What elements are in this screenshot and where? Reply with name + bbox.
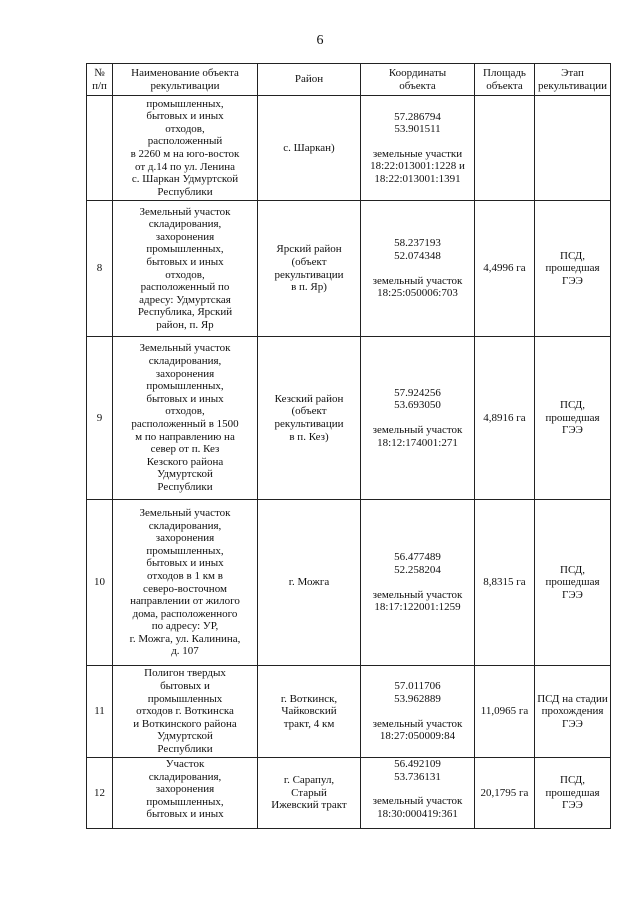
cell-district [258, 337, 361, 500]
cell-name [113, 758, 258, 829]
text-line: прошедшая ГЭЭ [545, 576, 600, 601]
text-line: ПСД, [560, 774, 585, 787]
cell-num: 11 [87, 666, 113, 758]
text-line: земельный участок [372, 795, 463, 808]
text-line: бытовых и иных [146, 808, 224, 821]
text-line: промышленных, [146, 380, 224, 393]
text-line: в п. Яр) [291, 281, 327, 294]
table-body [87, 96, 611, 829]
text-line: 56.477489 [394, 551, 441, 564]
table-row [87, 666, 611, 758]
text-line: бытовых и иных [146, 392, 224, 405]
text-line: Район [294, 73, 324, 86]
cell-num: 12 [87, 758, 113, 829]
text-line: ПСД, [560, 249, 585, 262]
text-line: земельный участок [372, 588, 463, 601]
page-number: 6 [316, 33, 324, 48]
text-line: северо-восточном [143, 582, 227, 595]
table-header [87, 64, 611, 96]
cell-stage [535, 500, 611, 666]
table-row [87, 96, 611, 201]
text-line: (объект [291, 405, 327, 418]
text-line: Кезский район [274, 392, 344, 405]
text-line: рекультивации [150, 79, 220, 92]
text-line: 18:30:000419:361 [377, 807, 458, 820]
text-line: промышленных, [146, 795, 224, 808]
text-line: ПСД на стадии [537, 692, 608, 705]
text-line: дома, расположенного [132, 607, 238, 620]
text-line: промышленных, [146, 97, 224, 110]
text-line: Кезского района [146, 455, 224, 468]
cell-stage [535, 666, 611, 758]
coords-spacer [363, 783, 472, 795]
text-line: захоронения [155, 783, 215, 796]
text-line: район, п. Яр [156, 318, 214, 331]
cell-district [258, 500, 361, 666]
text-line: 53.736131 [394, 770, 441, 783]
text-line: Ярский район [276, 243, 342, 256]
text-line: бытовых и иных [146, 255, 224, 268]
coords-spacer [363, 412, 472, 424]
text-line: тракт, 4 км [283, 717, 335, 730]
text-line: г. Воткинск, [280, 692, 338, 705]
text-line: Республики [157, 742, 213, 755]
text-line: земельный участок [372, 274, 463, 287]
text-line: ГЭЭ [562, 717, 583, 730]
cell-num: 10 [87, 500, 113, 666]
text-line: 57.011706 [394, 680, 441, 693]
text-line: 18:17:122001:1259 [374, 601, 461, 614]
text-line: 53.693050 [394, 399, 441, 412]
text-line: захоронения [155, 532, 215, 545]
text-line: 56.492109 [394, 758, 441, 770]
text-line: Старый [291, 786, 327, 799]
text-line: 58.237193 [394, 237, 441, 250]
cell-area: 11,0965 га [475, 666, 535, 758]
text-line: промышленных, [146, 243, 224, 256]
cell-num: 9 [87, 337, 113, 500]
cell-district [258, 666, 361, 758]
text-line: 18:25:050006:703 [377, 287, 458, 300]
text-line: бытовых и иных [146, 110, 224, 123]
cell-name [113, 201, 258, 337]
table-row [87, 337, 611, 500]
text-line: север от п. Кез [150, 443, 220, 456]
text-line: промышленных [147, 692, 223, 705]
text-line: Полигон твердых [144, 667, 226, 680]
table-row [87, 758, 611, 829]
cell-area: 20,1795 га [475, 758, 535, 829]
coords-spacer [363, 263, 472, 275]
text-line: бытовых и иных [146, 557, 224, 570]
header-district [258, 64, 361, 96]
text-line: захоронения [155, 230, 215, 243]
cell-coords [361, 758, 475, 829]
text-line: и Воткинского района [133, 717, 237, 730]
text-line: 18:12:174001:271 [377, 436, 458, 449]
text-line: земельный участок [372, 717, 463, 730]
text-line: Наименование объекта [131, 66, 239, 79]
text-line: расположенный в 1500 [131, 418, 239, 430]
text-line: Координаты [388, 66, 447, 79]
text-line: 57.924256 [394, 386, 441, 399]
text-line: прошедшая ГЭЭ [545, 786, 600, 812]
text-line: рекультивации [538, 79, 607, 92]
cell-name [113, 337, 258, 500]
cell-name [113, 500, 258, 666]
text-line: отходов, [165, 405, 205, 418]
text-line: д. 107 [171, 645, 199, 658]
text-line: Земельный участок [139, 205, 231, 218]
text-line: рекультивации [274, 418, 344, 430]
text-line: расположенный по [140, 281, 230, 294]
text-line: земельный участок [372, 424, 463, 436]
cell-stage [535, 96, 611, 201]
table-row [87, 201, 611, 337]
cell-coords [361, 500, 475, 666]
text-line: в 2260 м на юго-восток [130, 148, 240, 160]
text-line: Участок [165, 758, 205, 770]
text-line: 52.074348 [394, 249, 441, 262]
text-line: Этап [561, 66, 584, 79]
text-line: по адресу: УР, [151, 620, 219, 633]
coords-spacer [363, 577, 472, 589]
text-line: складирования, [148, 355, 222, 368]
text-line: Земельный участок [139, 342, 231, 355]
text-line: 18:22:013001:1391 [374, 172, 461, 185]
cell-area: 8,8315 га [475, 500, 535, 666]
cell-coords [361, 201, 475, 337]
cell-num [87, 96, 113, 201]
header-area [475, 64, 535, 96]
text-line: расположенный [147, 135, 223, 148]
cell-area [475, 96, 535, 201]
cell-coords [361, 96, 475, 201]
text-line: прошедшая ГЭЭ [545, 262, 600, 287]
text-line: объекта [486, 79, 523, 92]
text-line: Республики [157, 480, 213, 493]
text-line: г. Можга, ул. Калинина, [129, 632, 241, 645]
text-line: № [94, 66, 105, 79]
text-line: прохождения [541, 705, 604, 718]
text-line: 57.286794 [394, 110, 441, 123]
cell-area: 4,4996 га [475, 201, 535, 337]
text-line: Удмуртской [157, 730, 213, 743]
reclamation-objects-table [86, 63, 611, 829]
text-line: г. Можга [288, 576, 330, 589]
text-line: 52.258204 [394, 563, 441, 576]
cell-stage [535, 337, 611, 500]
cell-district [258, 758, 361, 829]
text-line: Ижевский тракт [271, 799, 347, 812]
text-line: Чайковский [281, 705, 337, 718]
text-line: Площадь [483, 66, 526, 79]
text-line: ПСД, [560, 563, 585, 576]
text-line: 18:27:050009:84 [379, 730, 456, 743]
text-line: 18:22:013001:1228 и [370, 160, 465, 173]
text-line: отходов, [165, 122, 205, 135]
header-coords [361, 64, 475, 96]
text-line: от д.14 по ул. Ленина [135, 160, 235, 173]
text-line: г. Сарапул, [283, 774, 335, 787]
cell-coords [361, 666, 475, 758]
text-line: захоронения [155, 367, 215, 380]
text-line: бытовых и [160, 680, 210, 693]
text-line: отходов в 1 км в [147, 569, 223, 582]
text-line: объекта [399, 79, 436, 92]
cell-num: 8 [87, 201, 113, 337]
header-name [113, 64, 258, 96]
cell-name [113, 96, 258, 201]
cell-name [113, 666, 258, 758]
text-line: Удмуртской [157, 468, 213, 481]
text-line: рекультивации [274, 268, 344, 281]
text-line: в п. Кез) [289, 430, 329, 443]
text-line: м по направлению на [135, 430, 235, 443]
text-line: с. Шаркан) [283, 141, 335, 154]
text-line: 53.962889 [394, 692, 441, 705]
text-line: с. Шаркан Удмуртской [131, 173, 239, 186]
cell-stage [535, 201, 611, 337]
cell-district [258, 96, 361, 201]
text-line: (объект [291, 255, 327, 268]
text-line: отходов, [165, 268, 205, 281]
text-line: 53.901511 [394, 123, 441, 136]
text-line: отходов г. Воткинска [136, 705, 234, 718]
header-stage [535, 64, 611, 96]
cell-district [258, 201, 361, 337]
text-line: складирования, [148, 519, 222, 532]
text-line: промышленных, [146, 544, 224, 557]
text-line: складирования, [148, 218, 222, 231]
cell-coords [361, 337, 475, 500]
cell-stage [535, 758, 611, 829]
text-line: прошедшая ГЭЭ [545, 411, 600, 437]
text-line: ПСД, [560, 399, 585, 412]
cell-area: 4,8916 га [475, 337, 535, 500]
text-line: Республика, Ярский [137, 306, 233, 319]
text-line: складирования, [148, 770, 222, 783]
coords-spacer [363, 706, 472, 718]
header-num [87, 64, 113, 96]
text-line: направлении от жилого [130, 595, 240, 608]
text-line: п/п [92, 79, 107, 92]
coords-spacer [363, 136, 472, 148]
table-row [87, 500, 611, 666]
text-line: адресу: Удмуртская [139, 293, 231, 306]
text-line: земельные участки [372, 147, 463, 160]
text-line: Республики [157, 185, 213, 198]
text-line: Земельный участок [139, 506, 231, 519]
